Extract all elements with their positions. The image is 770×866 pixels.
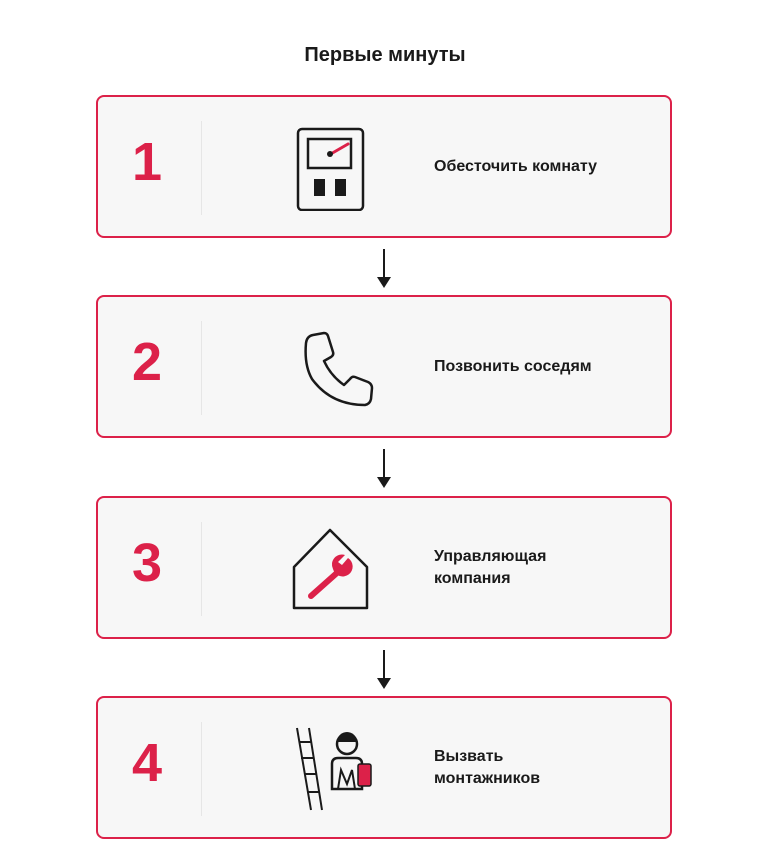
- divider: [201, 522, 202, 616]
- house-wrench-icon: [286, 522, 376, 612]
- arrow-down-icon: [375, 449, 393, 489]
- step-number: 1: [131, 132, 163, 192]
- step-number: 3: [131, 533, 163, 593]
- phone-icon: [286, 321, 376, 411]
- step-card-3: [96, 496, 672, 639]
- step-label: Позвонить соседям: [434, 357, 592, 375]
- step-label: Управляющая компания: [434, 547, 547, 587]
- arrow-down-icon: [375, 650, 393, 690]
- step-label: Обесточить комнату: [434, 157, 598, 175]
- divider: [201, 722, 202, 816]
- technician-ladder-icon: [286, 722, 376, 812]
- step-card-4: [96, 696, 672, 839]
- divider: [201, 121, 202, 215]
- arrow-down-icon: [375, 249, 393, 289]
- step-card-2: [96, 295, 672, 438]
- step-label: Вызвать монтажников: [434, 747, 541, 787]
- electric-meter-icon: [286, 121, 376, 211]
- step-number: 4: [131, 733, 163, 793]
- step-number: 2: [131, 332, 163, 392]
- page-title: Первые минуты: [304, 44, 466, 66]
- divider: [201, 321, 202, 415]
- step-card-1: [96, 95, 672, 238]
